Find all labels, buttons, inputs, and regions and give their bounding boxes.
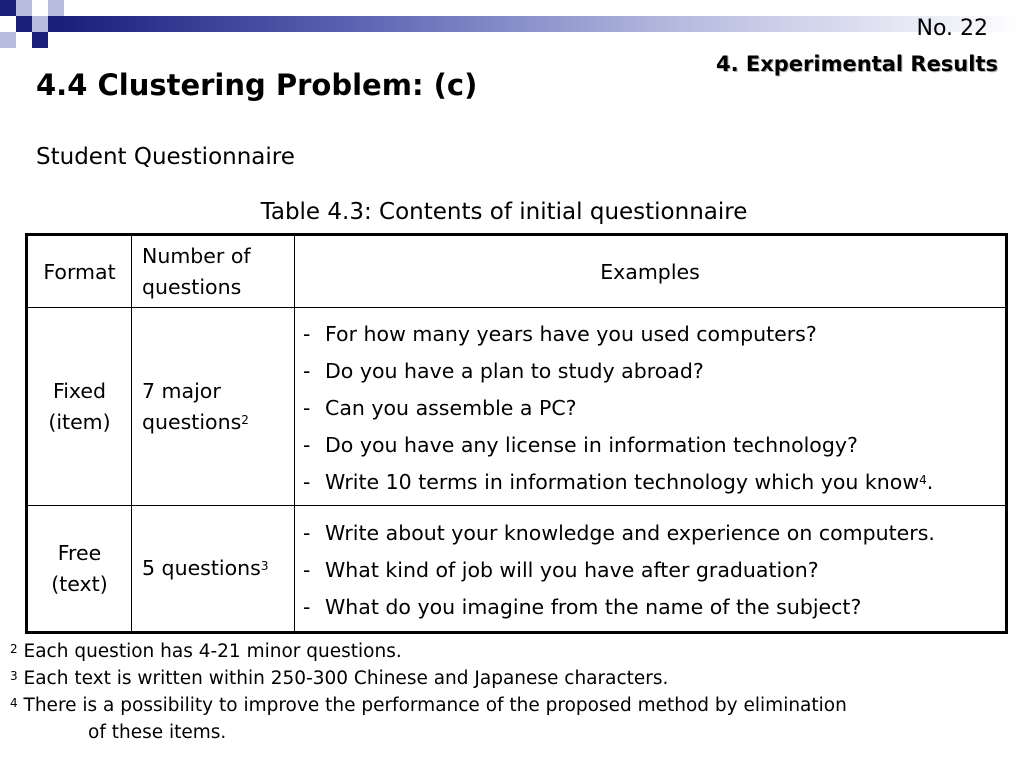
format-line: (text)	[51, 571, 108, 596]
bullet: -	[303, 558, 311, 582]
example-item	[303, 316, 999, 353]
header-gradient-bar	[62, 16, 1024, 32]
format-line: (item)	[48, 409, 111, 434]
bullet: -	[303, 359, 311, 383]
footnote-text: Each text is written within 250-300 Chinese and Japanese characters.	[23, 668, 669, 689]
bullet: -	[303, 521, 311, 545]
count-line: 5 questions	[142, 556, 261, 580]
count-line: 7 major	[142, 378, 221, 403]
example-text: What kind of job will you have after graduation?	[325, 558, 819, 582]
format-cell	[27, 308, 132, 506]
footnote-mark: 3	[10, 669, 18, 683]
footnote	[10, 638, 847, 665]
example-text: Can you assemble a PC?	[325, 396, 577, 420]
footnote-text: There is a possibility to improve the performance of the proposed method by elimination	[23, 695, 847, 716]
footnote-text: Each question has 4-21 minor questions.	[23, 641, 402, 662]
footnote-continuation: of these items.	[88, 722, 227, 743]
question-count-cell	[132, 506, 295, 633]
format-cell	[27, 506, 132, 633]
page-title: 4.4 Clustering Problem: (c)	[36, 68, 478, 102]
count-line: questions	[142, 409, 242, 434]
footnote-ref: 3	[260, 559, 269, 573]
column-header-examples: Examples	[295, 235, 1007, 308]
example-item	[303, 390, 999, 427]
decor-square	[16, 0, 32, 16]
example-text: Write 10 terms in information technology which you know	[325, 470, 920, 494]
header-decoration	[0, 0, 1024, 48]
slide-number: No. 22	[916, 16, 988, 41]
example-item	[303, 427, 999, 464]
decor-square	[48, 0, 64, 16]
decor-square	[32, 0, 48, 16]
questionnaire-table	[25, 233, 1008, 634]
example-item	[303, 552, 999, 589]
column-header-format: Format	[27, 235, 132, 308]
example-text: Write about your knowledge and experience on computers.	[325, 521, 935, 545]
example-tail: .	[926, 470, 934, 494]
column-header-number: Number of questions	[132, 235, 295, 308]
table-caption: Table 4.3: Contents of initial questionnaire	[260, 199, 748, 225]
subtitle: Student Questionnaire	[36, 144, 295, 170]
footnote	[10, 665, 847, 692]
footnote-ref: 2	[241, 412, 249, 427]
example-item	[303, 464, 999, 501]
format-line: Free	[57, 540, 102, 565]
decor-square	[32, 32, 48, 48]
examples-cell	[295, 506, 1007, 633]
decor-square	[32, 16, 48, 32]
example-text: Do you have a plan to study abroad?	[325, 359, 704, 383]
footnote	[10, 692, 847, 719]
example-text: Do you have any license in information technology?	[325, 433, 858, 457]
question-count-cell	[132, 308, 295, 506]
footnote-mark: 4	[10, 696, 18, 710]
footnotes	[10, 638, 847, 746]
footnote-mark: 2	[10, 642, 18, 656]
bullet: -	[303, 396, 311, 420]
example-text: For how many years have you used computers?	[325, 322, 817, 346]
example-item	[303, 353, 999, 390]
table-header-row	[27, 235, 1007, 308]
bullet: -	[303, 595, 311, 619]
bullet: -	[303, 322, 311, 346]
examples-cell	[295, 308, 1007, 506]
decor-square	[0, 0, 16, 16]
table-row	[27, 308, 1007, 506]
section-title: 4. Experimental Results	[715, 52, 998, 76]
bullet: -	[303, 470, 311, 494]
decor-square	[16, 16, 32, 32]
decor-square	[0, 32, 16, 48]
footnote-ref: 4	[919, 473, 927, 487]
bullet: -	[303, 433, 311, 457]
example-text: What do you imagine from the name of the subject?	[325, 595, 862, 619]
format-line: Fixed	[52, 378, 107, 403]
example-item	[303, 515, 999, 552]
table-row	[27, 506, 1007, 633]
example-item	[303, 589, 999, 626]
